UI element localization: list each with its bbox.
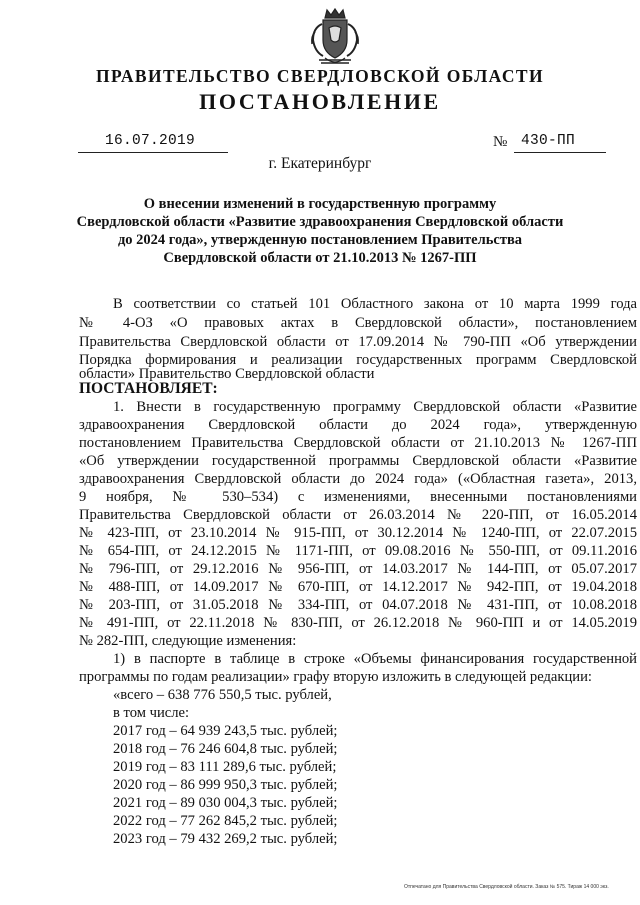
body-line: 1. Внести в государственную программу Свердловской области «Развитие (113, 399, 637, 415)
body-line: постановлением Правительства Свердловской области от 21.10.2013 № 1267-ПП (79, 435, 637, 451)
body-line: № 796-ПП, от 29.12.2016 № 956-ПП, от 14.03.2017 № 144-ПП, от 05.07.2017 (79, 561, 637, 577)
body-line: Порядка формирования и реализации государственных программ Свердловской (79, 352, 637, 368)
budget-year-2019: 2019 год – 83 111 289,6 тыс. рублей; (113, 759, 337, 775)
document-number: 430-ПП (521, 133, 576, 149)
title-line: Свердловской области «Развитие здравоохранения Свердловской области (76, 214, 564, 230)
budget-total: «всего – 638 776 550,5 тыс. рублей, (113, 687, 332, 703)
body-line: в том числе: (113, 705, 190, 721)
budget-year-2017: 2017 год – 64 939 243,5 тыс. рублей; (113, 723, 338, 739)
title-line: О внесении изменений в государственную программу (143, 196, 497, 212)
document-type: ПОСТАНОВЛЕНИЕ (199, 89, 441, 114)
budget-year-2023: 2023 год – 79 432 269,2 тыс. рублей; (113, 831, 338, 847)
government-name: ПРАВИТЕЛЬСТВО СВЕРДЛОВСКОЙ ОБЛАСТИ (96, 66, 544, 86)
city: г. Екатеринбург (268, 155, 372, 172)
document-date: 16.07.2019 (105, 133, 196, 149)
body-line: программы по годам реализации» графу вторую изложить в следующей редакции: (79, 669, 592, 685)
body-line: В соответствии со статьей 101 Областного закона от 10 марта 1999 года (113, 296, 637, 312)
body-line: области» Правительство Свердловской области (79, 366, 375, 382)
body-line: «Об утверждении государственной программы Свердловской области «Развитие (79, 453, 637, 469)
body-line: Правительства Свердловской области от 26.03.2014 № 220-ПП, от 16.05.2014 (79, 507, 637, 523)
budget-year-2021: 2021 год – 89 030 004,3 тыс. рублей; (113, 795, 338, 811)
body-line: № 282-ПП, следующие изменения: (79, 633, 297, 649)
body-line: 1) в паспорте в таблице в строке «Объемы финансирования государственной (113, 651, 637, 667)
budget-year-2020: 2020 год – 86 999 950,3 тыс. рублей; (113, 777, 338, 793)
body-line: № 423-ПП, от 23.10.2014 № 915-ПП, от 30.12.2014 № 1240-ПП, от 22.07.2015 (79, 525, 637, 541)
title-line: Свердловской области от 21.10.2013 № 1267-ПП (163, 250, 477, 266)
title-line: до 2024 года», утвержденную постановлением Правительства (117, 232, 523, 248)
body-line: № 491-ПП, от 22.11.2018 № 830-ПП, от 26.12.2018 № 960-ПП и от 14.05.2019 (79, 615, 637, 631)
coat-of-arms-icon (303, 6, 367, 70)
document-title (60, 195, 580, 267)
body-line: Правительства Свердловской области от 17.09.2014 № 790-ПП «Об утверждении (79, 334, 637, 350)
body-line: № 654-ПП, от 24.12.2015 № 1171-ПП, от 09.08.2016 № 550-ПП, от 09.11.2016 (79, 543, 637, 559)
date-underline (78, 152, 228, 153)
resolves-heading: ПОСТАНОВЛЯЕТ: (79, 380, 218, 397)
number-underline (514, 152, 606, 153)
budget-year-2022: 2022 год – 77 262 845,2 тыс. рублей; (113, 813, 338, 829)
body-line: № 4-ОЗ «О правовых актах в Свердловской области», постановлением (79, 315, 637, 331)
print-footer: Отпечатано для Правительства Свердловской области. Заказ № 575. Тираж 14 000 экз. (404, 884, 609, 890)
body-line: № 488-ПП, от 14.09.2017 № 670-ПП, от 14.12.2017 № 942-ПП, от 19.04.2018 (79, 579, 637, 595)
body-line: 9 ноября, № 530–534) с изменениями, внесенными постановлениями (79, 489, 637, 505)
body-line: № 203-ПП, от 31.05.2018 № 334-ПП, от 04.07.2018 № 431-ПП, от 10.08.2018 (79, 597, 637, 613)
body-line: здравоохранения Свердловской области до 2024 года», утвержденную (79, 417, 637, 433)
body-line: здравоохранения Свердловской области до 2024 года» («Областная газета», 2013, (79, 471, 637, 487)
budget-year-2018: 2018 год – 76 246 604,8 тыс. рублей; (113, 741, 338, 757)
number-sign: № (493, 134, 508, 150)
